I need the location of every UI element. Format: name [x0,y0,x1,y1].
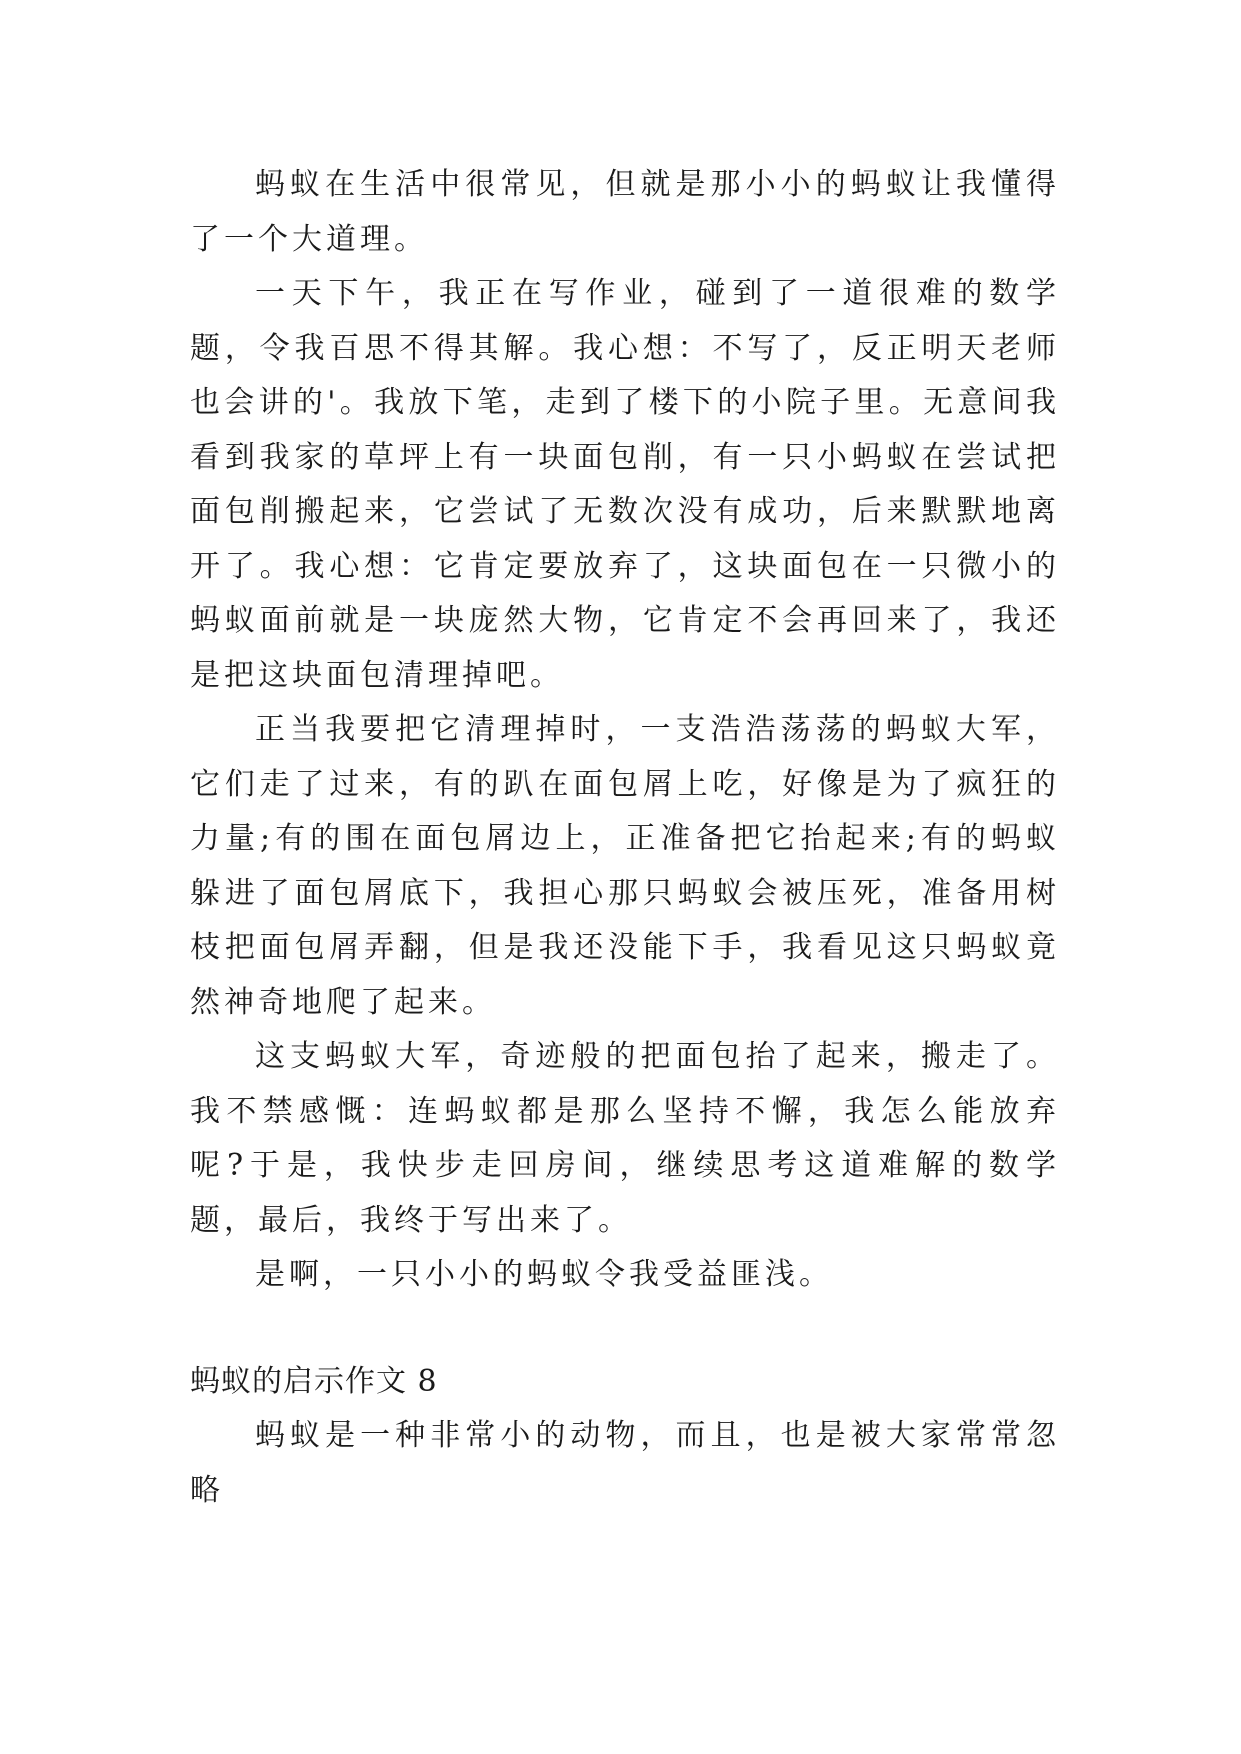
paragraph-4: 这支蚂蚁大军，奇迹般的把面包抬了起来，搬走了。我不禁感慨：连蚂蚁都是那么坚持不懈，我怎么能放弃呢?于是，我快步走回房间，继续思考这道难解的数学题，最后，我终于写出来了。 [190,1039,1060,1238]
paragraph-2: 一天下午，我正在写作业，碰到了一道很难的数学题，令我百思不得其解。我心想：不写了，反正明天老师也会讲的'。我放下笔，走到了楼下的小院子里。无意间我看到我家的草坪上有一块面包削，有一只小蚂蚁在尝试把面包削搬起来，它尝试了无数次没有成功，后来默默地离开了。我心想：它肯定要放弃了，这块面包在一只微小的蚂蚁面前就是一块庞然大物，它肯定不会再回来了，我还是把这块面包清理掉吧。 [190,276,1060,693]
section-heading: 蚂蚁的启示作文 8 [190,1363,438,1399]
document-body [190,158,1060,1518]
paragraph-5: 是啊，一只小小的蚂蚁令我受益匪浅。 [255,1257,833,1292]
paragraph-6: 蚂蚁是一种非常小的动物，而且，也是被大家常常忽略 [190,1418,1060,1508]
paragraph-1: 蚂蚁在生活中很常见，但就是那小小的蚂蚁让我懂得了一个大道理。 [190,167,1060,257]
paragraph-3: 正当我要把它清理掉时，一支浩浩荡荡的蚂蚁大军，它们走了过来，有的趴在面包屑上吃，好像是为了疯狂的力量;有的围在面包屑边上，正准备把它抬起来;有的蚂蚁躲进了面包屑底下，我担心那只蚂蚁会被压死，准备用树枝把面包屑弄翻，但是我还没能下手，我看见这只蚂蚁竟然神奇地爬了起来。 [190,712,1060,1020]
